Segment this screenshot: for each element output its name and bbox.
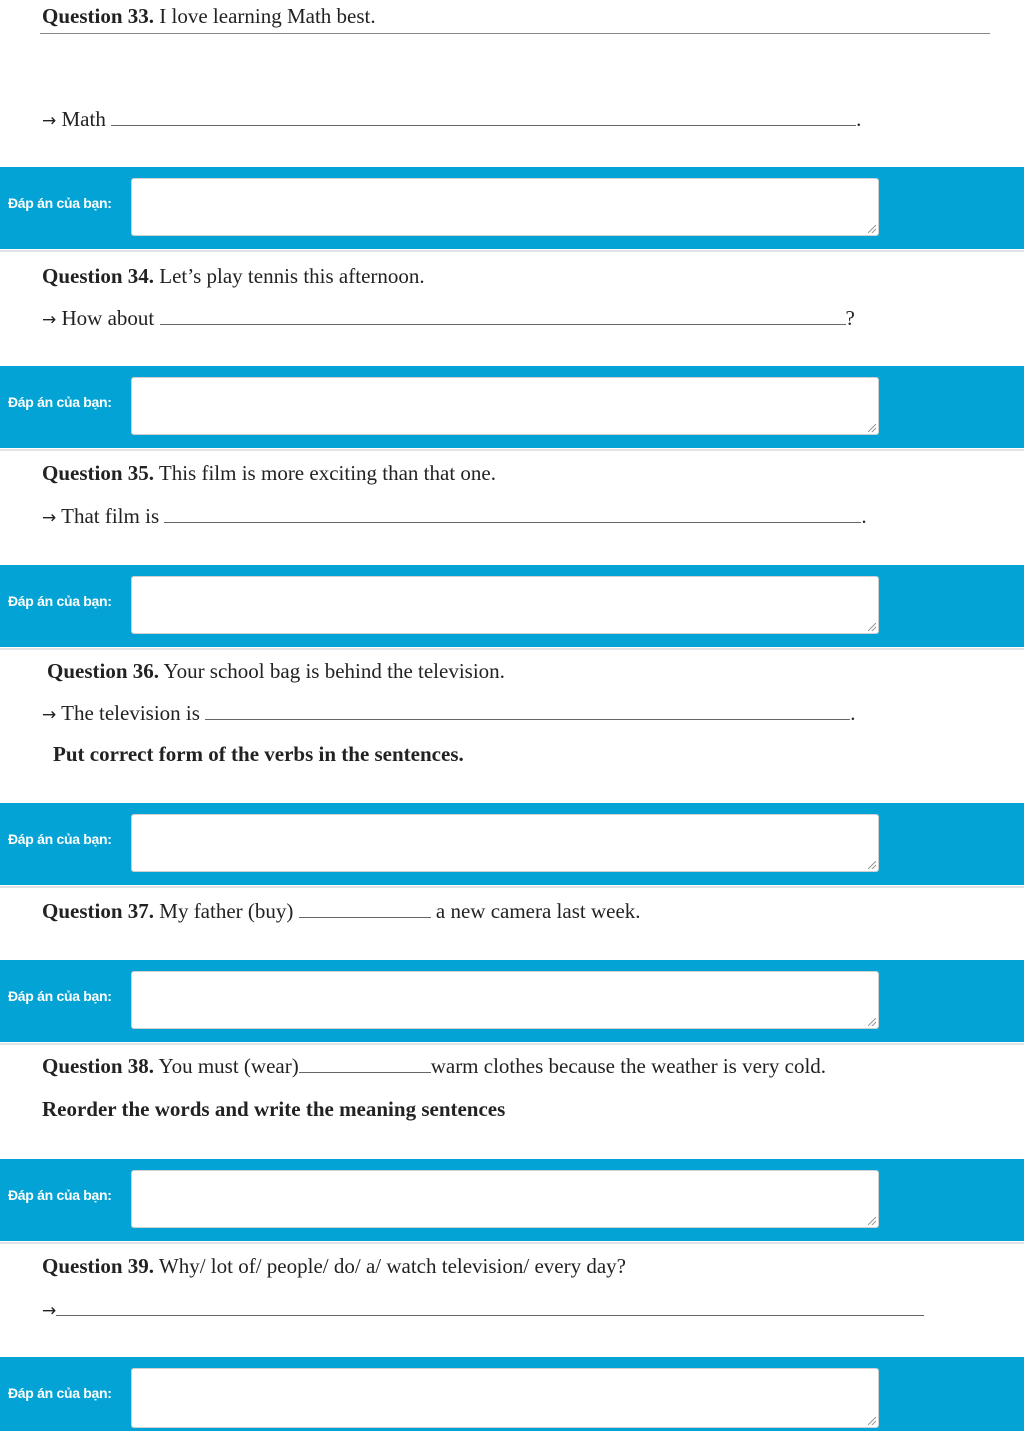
question-33-prompt	[42, 106, 861, 134]
question-39-prompt	[42, 1296, 924, 1324]
arrow-icon: →	[42, 1301, 57, 1321]
arrow-icon: →	[42, 508, 57, 528]
separator	[0, 250, 1024, 252]
prompt-start: How about	[61, 306, 155, 330]
answer-bar-36	[0, 803, 1024, 885]
question-before: You must (wear)	[158, 1054, 299, 1078]
answer-input-34[interactable]	[131, 377, 879, 435]
question-number: Question 36.	[47, 659, 160, 683]
answer-label: Đáp án của bạn:	[8, 1385, 112, 1401]
question-36-prompt	[42, 700, 855, 728]
question-39-text	[42, 1253, 626, 1279]
question-35-prompt	[42, 503, 867, 531]
resize-grip-icon[interactable]	[868, 424, 876, 432]
answer-blank	[111, 107, 856, 126]
section-instruction: Put correct form of the verbs in the sentences.	[53, 742, 464, 766]
separator	[0, 1242, 1024, 1244]
answer-bar-39	[0, 1357, 1024, 1431]
separator	[0, 648, 1024, 650]
answer-bar-34	[0, 366, 1024, 448]
section-instruction: Reorder the words and write the meaning sentences	[42, 1097, 506, 1121]
answer-input-37[interactable]	[131, 971, 879, 1029]
prompt-end: .	[850, 701, 856, 725]
answer-label: Đáp án của bạn:	[8, 988, 112, 1004]
question-number: Question 37.	[42, 899, 155, 923]
question-34-prompt	[42, 305, 855, 333]
question-sentence: Let’s play tennis this afternoon.	[159, 264, 425, 288]
separator	[0, 886, 1024, 888]
prompt-end: ?	[845, 306, 855, 330]
arrow-icon: →	[42, 111, 57, 131]
resize-grip-icon[interactable]	[868, 623, 876, 631]
question-after: a new camera last week.	[435, 899, 641, 923]
resize-grip-icon[interactable]	[868, 1217, 876, 1225]
prompt-end: .	[861, 504, 867, 528]
question-sentence: Why/ lot of/ people/ do/ a/ watch television/ every day?	[158, 1254, 626, 1278]
question-36-text	[47, 658, 505, 684]
question-sentence: Your school bag is behind the television.	[163, 659, 505, 683]
answer-label: Đáp án của bạn:	[8, 195, 112, 211]
question-35-text	[42, 460, 496, 486]
question-38-text	[42, 1053, 826, 1079]
question-33-text	[42, 3, 376, 29]
prompt-end: .	[856, 107, 862, 131]
separator	[0, 449, 1024, 451]
question-number: Question 33.	[42, 4, 155, 28]
arrow-icon: →	[42, 705, 57, 725]
answer-label: Đáp án của bạn:	[8, 1187, 112, 1203]
answer-bar-38	[0, 1159, 1024, 1241]
answer-blank	[205, 701, 850, 720]
answer-bar-37	[0, 960, 1024, 1042]
resize-grip-icon[interactable]	[868, 861, 876, 869]
divider	[40, 33, 990, 34]
answer-blank	[160, 306, 846, 325]
arrow-icon: →	[42, 310, 57, 330]
question-37-text	[42, 898, 641, 924]
answer-bar-35	[0, 565, 1024, 647]
resize-grip-icon[interactable]	[868, 1018, 876, 1026]
question-sentence: This film is more exciting than that one.	[158, 461, 496, 485]
question-number: Question 34.	[42, 264, 155, 288]
answer-bar-33	[0, 167, 1024, 249]
question-number: Question 39.	[42, 1254, 155, 1278]
question-number: Question 35.	[42, 461, 155, 485]
resize-grip-icon[interactable]	[868, 225, 876, 233]
answer-input-39[interactable]	[131, 1368, 879, 1428]
prompt-start: Math	[61, 107, 106, 131]
resize-grip-icon[interactable]	[868, 1417, 876, 1425]
answer-blank	[56, 1297, 924, 1316]
question-number: Question 38.	[42, 1054, 155, 1078]
answer-input-35[interactable]	[131, 576, 879, 634]
question-before: My father (buy)	[159, 899, 294, 923]
answer-input-38[interactable]	[131, 1170, 879, 1228]
answer-input-33[interactable]	[131, 178, 879, 236]
question-after: warm clothes because the weather is very cold.	[430, 1054, 827, 1078]
answer-blank	[299, 899, 431, 918]
answer-blank	[164, 504, 861, 523]
answer-input-36[interactable]	[131, 814, 879, 872]
answer-blank	[299, 1054, 431, 1073]
answer-label: Đáp án của bạn:	[8, 394, 112, 410]
question-34-text	[42, 263, 425, 289]
separator	[0, 1043, 1024, 1045]
answer-label: Đáp án của bạn:	[8, 593, 112, 609]
prompt-start: That film is	[61, 504, 160, 528]
prompt-start: The television is	[61, 701, 200, 725]
answer-label: Đáp án của bạn:	[8, 831, 112, 847]
question-sentence: I love learning Math best.	[159, 4, 376, 28]
